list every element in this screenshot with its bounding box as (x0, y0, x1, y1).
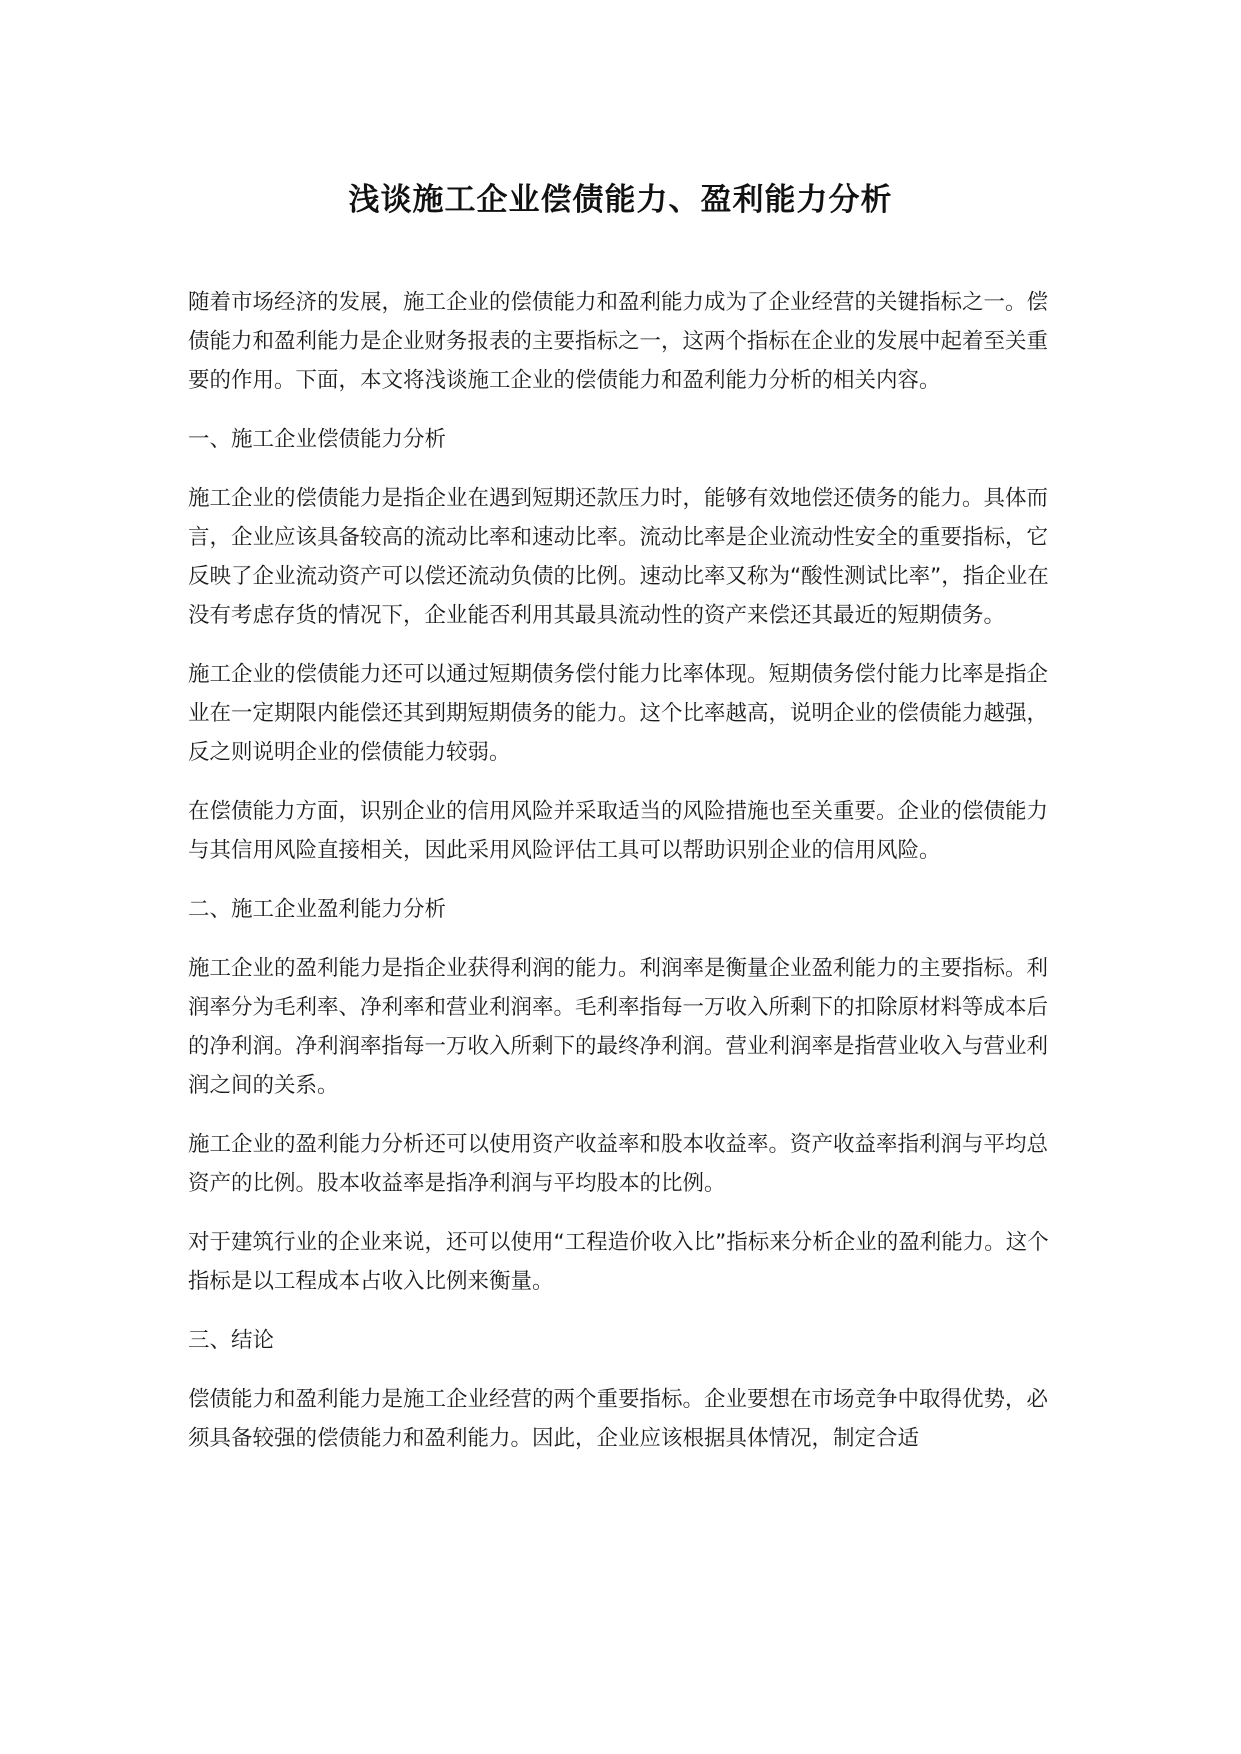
section-heading-profitability: 二、施工企业盈利能力分析 (188, 897, 447, 922)
profitability-paragraph-1: 施工企业的盈利能力是指企业获得利润的能力。利润率是衡量企业盈利能力的主要指标。利润率分为毛利率、净利率和营业利润率。毛利率指每一万收入所剩下的扣除原材料等成本后的净利润。净利润率指每一万收入所剩下的最终净利润。营业利润率是指营业收入与营业利润之间的关系。 (188, 956, 1049, 1098)
profitability-paragraph-3: 对于建筑行业的企业来说，还可以使用“工程造价收入比”指标来分析企业的盈利能力。这个指标是以工程成本占收入比例来衡量。 (188, 1230, 1049, 1294)
conclusion-paragraph-1: 偿债能力和盈利能力是施工企业经营的两个重要指标。企业要想在市场竞争中取得优势，必须具备较强的偿债能力和盈利能力。因此，企业应该根据具体情况，制定合适 (188, 1387, 1049, 1451)
solvency-paragraph-1: 施工企业的偿债能力是指企业在遇到短期还款压力时，能够有效地偿还债务的能力。具体而言，企业应该具备较高的流动比率和速动比率。流动比率是企业流动性安全的重要指标，它反映了企业流动资产可以偿还流动负债的比例。速动比率又称为“酸性测试比率”，指企业在没有考虑存货的情况下，企业能否利用其最具流动性的资产来偿还其最近的短期债务。 (188, 486, 1049, 628)
solvency-paragraph-3: 在偿债能力方面，识别企业的信用风险并采取适当的风险措施也至关重要。企业的偿债能力与其信用风险直接相关，因此采用风险评估工具可以帮助识别企业的信用风险。 (188, 799, 1049, 863)
solvency-paragraph-2: 施工企业的偿债能力还可以通过短期债务偿付能力比率体现。短期债务偿付能力比率是指企业在一定期限内能偿还其到期短期债务的能力。这个比率越高，说明企业的偿债能力越强，反之则说明企业的偿债能力较弱。 (188, 662, 1049, 765)
intro-paragraph: 随着市场经济的发展，施工企业的偿债能力和盈利能力成为了企业经营的关键指标之一。偿债能力和盈利能力是企业财务报表的主要指标之一，这两个指标在企业的发展中起着至关重要的作用。下面，本文将浅谈施工企业的偿债能力和盈利能力分析的相关内容。 (188, 290, 1049, 393)
document-body (188, 283, 1050, 1478)
section-heading-solvency: 一、施工企业偿债能力分析 (188, 427, 447, 452)
document-title: 浅谈施工企业偿债能力、盈利能力分析 (348, 182, 893, 218)
section-heading-conclusion: 三、结论 (188, 1328, 275, 1353)
profitability-paragraph-2: 施工企业的盈利能力分析还可以使用资产收益率和股本收益率。资产收益率指利润与平均总资产的比例。股本收益率是指净利润与平均股本的比例。 (188, 1132, 1049, 1196)
